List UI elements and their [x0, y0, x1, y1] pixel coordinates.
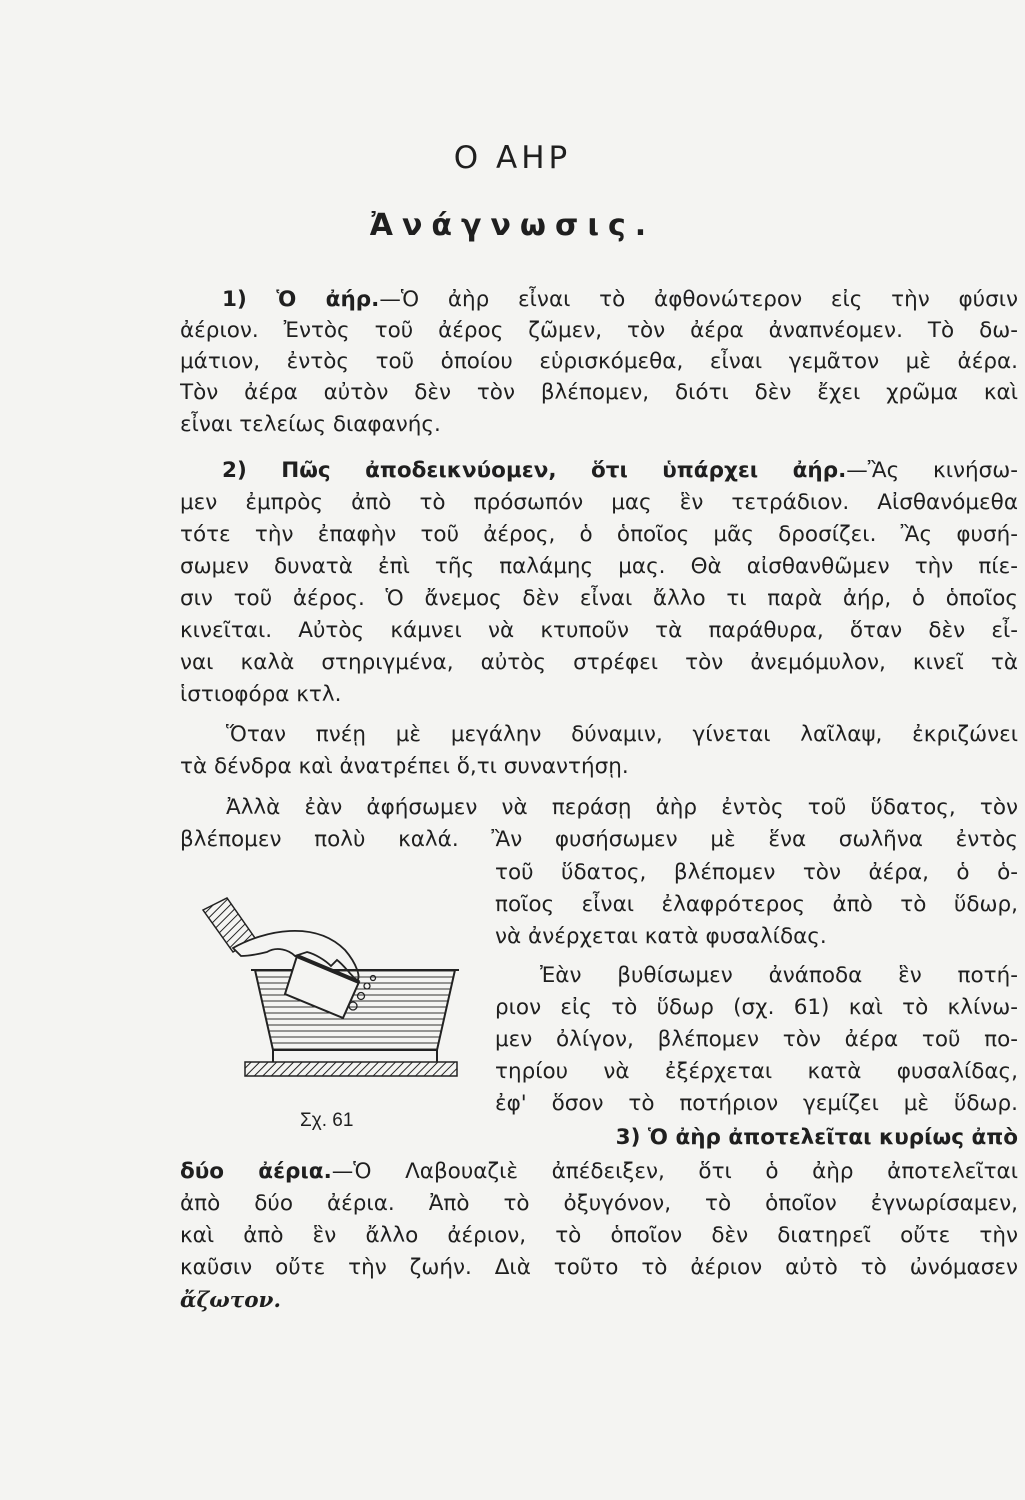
text-line: σωμεν δυνατὰ ἐπὶ τῆς παλάμης μας. Θὰ αἰσθανθῶμεν τὴν πίε-	[180, 554, 1018, 579]
text-line: Τὸν ἀέρα αὐτὸν δὲν τὸν βλέπομεν, διότι δὲν ἔχει χρῶμα καὶ	[180, 380, 1018, 405]
section-heading: 1) Ὁ ἀήρ.	[222, 287, 380, 312]
text-line: κινεῖται. Αὐτὸς κάμνει νὰ κτυποῦν τὰ παράθυρα, ὅταν δὲν εἶ-	[180, 618, 1018, 643]
text-span: —Ὁ Λαβουαζιὲ ἀπέδειξεν, ὅτι ὁ ἀὴρ ἀποτελεῖται	[331, 1159, 1018, 1184]
text-line: Ὅταν πνέῃ μὲ μεγάλην δύναμιν, γίνεται λαῖλαψ, ἐκριζώνει	[226, 722, 1018, 747]
section-heading: 3) Ὁ ἀὴρ ἀποτελεῖται κυρίως ἀπὸ	[615, 1125, 1018, 1150]
text-line	[222, 456, 1018, 486]
text-line: ἀέριον. Ἐντὸς τοῦ ἀέρος ζῶμεν, τὸν ἀέρα ἀναπνέομεν. Τὸ δω-	[180, 318, 1018, 343]
text-span: —Ὁ ἀὴρ εἶναι τὸ ἀφθονώτερον εἰς τὴν φύσιν	[379, 287, 1018, 312]
section-subtitle: Ἀνάγνωσις.	[369, 208, 656, 243]
text-line: νὰ ἀνέρχεται κατὰ φυσαλίδας.	[495, 924, 827, 949]
text-line: Ἀλλὰ ἐὰν ἀφήσωμεν νὰ περάσῃ ἀὴρ ἐντὸς τοῦ ὕδατος, τὸν	[226, 795, 1018, 820]
text-line: σιν τοῦ ἀέρος. Ὁ ἄνεμος δὲν εἶναι ἄλλο τι παρὰ ἀήρ, ὁ ὁποῖος	[180, 586, 1018, 611]
page-title: Ο ΑΗΡ	[453, 140, 572, 176]
text-line: Ἐὰν βυθίσωμεν ἀνάποδα ἓν ποτή-	[540, 963, 1018, 988]
text-line	[222, 285, 1018, 315]
text-line: τηρίου νὰ ἐξέρχεται κατὰ φυσαλίδας,	[495, 1059, 1018, 1084]
text-line: ριον εἰς τὸ ὕδωρ (σχ. 61) καὶ τὸ κλίνω-	[495, 995, 1018, 1020]
text-span: —Ἂς κινήσω-	[846, 458, 1018, 483]
text-line: ἄζωτον.	[180, 1288, 281, 1313]
figure-caption: Σχ. 61	[300, 1110, 354, 1131]
text-line: ἀπὸ δύο ἀέρια. Ἀπὸ τὸ ὀξυγόνον, τὸ ὁποῖον ἐγνωρίσαμεν,	[180, 1191, 1018, 1216]
text-line: τὰ δένδρα καὶ ἀνατρέπει ὅ,τι συναντήσῃ.	[180, 754, 629, 779]
text-line: ἐφ' ὅσον τὸ ποτήριον γεμίζει μὲ ὕδωρ.	[495, 1091, 1018, 1116]
basin-base	[245, 1062, 457, 1076]
text-line: μάτιον, ἐντὸς τοῦ ὁποίου εὑρισκόμεθα, εἶναι γεμᾶτον μὲ ἀέρα.	[180, 349, 1018, 374]
text-line	[180, 1157, 1018, 1187]
text-line: ποῖος εἶναι ἐλαφρότερος ἀπὸ τὸ ὕδωρ,	[495, 892, 1018, 917]
text-line: μεν ἐμπρὸς ἀπὸ τὸ πρόσωπόν μας ἓν τετράδιον. Αἰσθανόμεθα	[180, 490, 1018, 515]
text-line: καὶ ἀπὸ ἓν ἄλλο ἀέριον, τὸ ὁποῖον δὲν διατηρεῖ οὔτε τὴν	[180, 1223, 1018, 1248]
section-heading: δύο ἀέρια.	[180, 1159, 332, 1184]
text-line: ἱστιοφόρα κτλ.	[180, 682, 342, 707]
text-line: καῦσιν οὔτε τὴν ζωήν. Διὰ τοῦτο τὸ ἀέριον αὐτὸ τὸ ὠνόμασεν	[180, 1255, 1018, 1280]
text-line: μεν ὀλίγον, βλέπομεν τὸν ἀέρα τοῦ πο-	[495, 1027, 1018, 1052]
text-line: τότε τὴν ἐπαφὴν τοῦ ἀέρος, ὁ ὁποῖος μᾶς δροσίζει. Ἂς φυσή-	[180, 522, 1018, 547]
text-line: τοῦ ὕδατος, βλέπομεν τὸν ἀέρα, ὁ ὁ-	[495, 860, 1018, 885]
text-line	[495, 1123, 1018, 1153]
section-heading: 2) Πῶς ἀποδεικνύομεν, ὅτι ὑπάρχει ἀήρ.	[222, 458, 847, 483]
figure-glass-in-water	[185, 890, 465, 1100]
text-line: ναι καλὰ στηριγμένα, αὐτὸς στρέφει τὸν ἀνεμόμυλον, κινεῖ τὰ	[180, 650, 1018, 675]
text-line: εἶναι τελείως διαφανής.	[180, 412, 441, 437]
text-line: βλέπομεν πολὺ καλά. Ἂν φυσήσωμεν μὲ ἕνα σωλῆνα ἐντὸς	[180, 827, 1018, 852]
